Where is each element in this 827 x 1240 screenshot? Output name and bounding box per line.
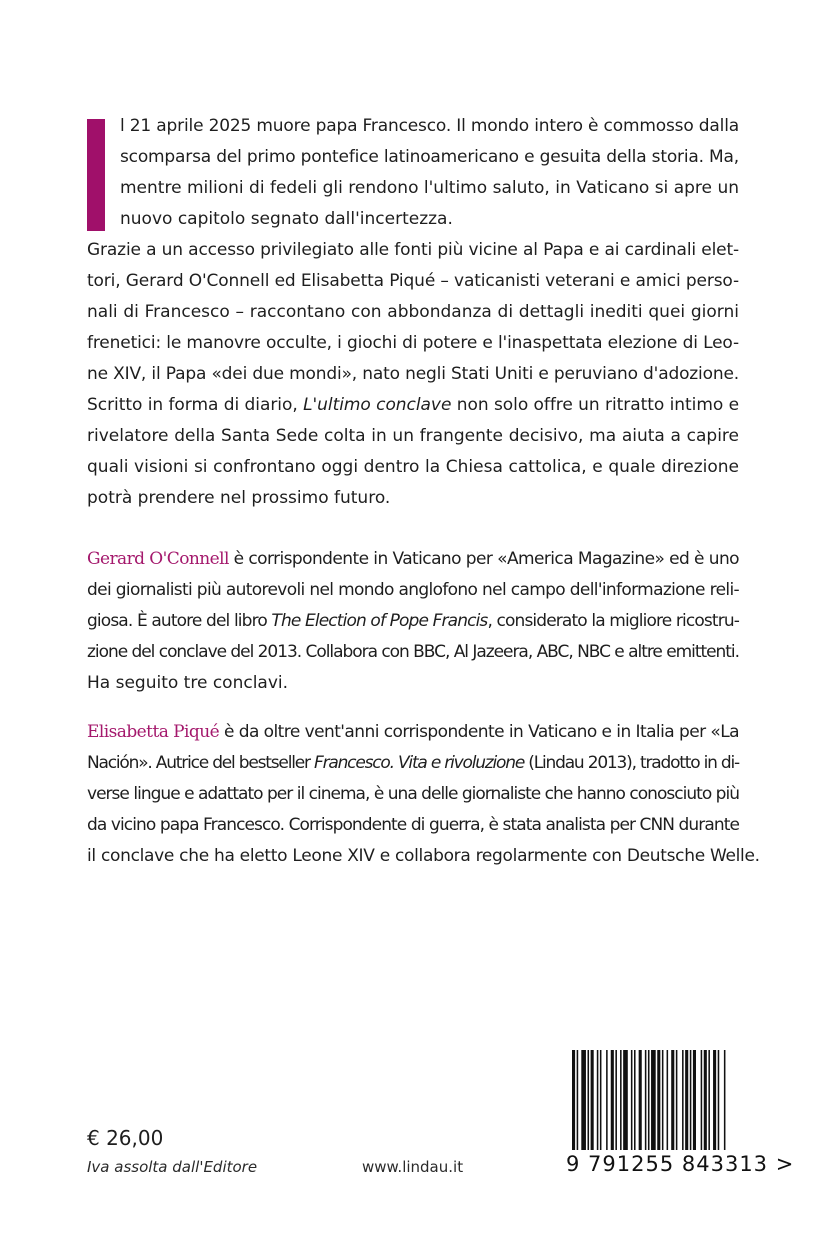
barcode-bar: [631, 1050, 633, 1150]
barcode-bar: [581, 1050, 586, 1150]
barcode-bar: [591, 1050, 594, 1150]
synopsis-line: scomparsa del primo pontefice latinoamericano e gesuita della storia. Ma,: [120, 147, 739, 167]
bio-line: dei giornalisti più autorevoli nel mondo anglofono nel campo dell'informazione reli-: [87, 580, 739, 600]
bio-text: (Lindau 2013), tradotto in di-: [524, 753, 739, 773]
barcode-bar: [685, 1050, 688, 1150]
barcode-bar: [651, 1050, 656, 1150]
barcode-bar: [623, 1050, 628, 1150]
barcode-bar: [713, 1050, 716, 1150]
synopsis-text: Scritto in forma di diario,: [87, 395, 304, 415]
synopsis-text: non solo offre un ritratto intimo e: [451, 395, 739, 415]
synopsis-line: nuovo capitolo segnato dall'incertezza.: [120, 209, 453, 229]
barcode-bar: [577, 1050, 579, 1150]
barcode-bar: [588, 1050, 590, 1150]
book-title-italic: L'ultimo conclave: [303, 395, 452, 415]
bio-text: Nación». Autrice del bestseller: [87, 753, 314, 773]
bio-line: [87, 606, 739, 637]
synopsis-line: ne XIV, il Papa «dei due mondi», nato negli Stati Uniti e peruviano d'adozione.: [87, 364, 739, 384]
synopsis-line: mentre milioni di fedeli gli rendono l'ultimo saluto, in Vaticano si apre un: [120, 178, 739, 198]
synopsis-line: rivelatore della Santa Sede colta in un frangente decisivo, ma aiuta a capire: [87, 426, 739, 446]
bio-line: da vicino papa Francesco. Corrispondente di guerra, è stata analista per CNN durante: [87, 815, 739, 835]
barcode-bar: [690, 1050, 692, 1150]
barcode-bar: [667, 1050, 669, 1150]
barcode-bar: [708, 1050, 710, 1150]
barcode-bar: [704, 1050, 707, 1150]
synopsis-line: tori, Gerard O'Connell ed Elisabetta Piqué – vaticanisti veterani e amici perso-: [87, 271, 739, 291]
barcode-bar: [639, 1050, 642, 1150]
barcode-bar: [718, 1050, 720, 1150]
barcode-bar: [620, 1050, 622, 1150]
barcode-bar: [693, 1050, 696, 1150]
bio-text: è corrispondente in Vaticano per «America Magazine» ed è uno: [228, 549, 739, 569]
synopsis: [87, 111, 739, 514]
bio-text: , considerato la migliore ricostru-: [487, 611, 740, 631]
barcode-bar: [600, 1050, 602, 1150]
isbn-barcode: [566, 1050, 795, 1184]
book-title-italic: Francesco. Vita e rivoluzione: [314, 753, 525, 773]
barcode-bar: [572, 1050, 575, 1150]
barcode-bar: [611, 1050, 614, 1150]
bio-line: [87, 748, 739, 779]
barcode-bar: [676, 1050, 678, 1150]
author-name: Gerard O'Connell: [87, 549, 229, 569]
synopsis-line: [87, 390, 739, 421]
bio-line: [87, 544, 739, 575]
bio-text: giosa. È autore del libro: [87, 611, 272, 631]
synopsis-line: frenetici: le manovre occulte, i giochi di potere e l'inaspettata elezione di Leo-: [87, 333, 739, 353]
barcode-bar: [682, 1050, 684, 1150]
book-title-italic: The Election of Pope Francis: [271, 611, 488, 631]
bio-text: è da oltre vent'anni corrispondente in Vaticano e in Italia per «La: [219, 722, 739, 742]
barcode-bars: [566, 1050, 744, 1150]
synopsis-line: quali visioni si confrontano oggi dentro la Chiesa cattolica, e quale direzione: [87, 457, 739, 477]
publisher-website: www.lindau.it: [362, 1158, 464, 1176]
synopsis-line: Grazie a un accesso privilegiato alle fonti più vicine al Papa e ai cardinali elet-: [87, 240, 739, 260]
bio-line: il conclave che ha eletto Leone XIV e collabora regolarmente con Deutsche Welle.: [87, 846, 760, 866]
dropcap-i: [87, 119, 105, 231]
bio-line: Ha seguito tre conclavi.: [87, 673, 289, 693]
synopsis-line: l 21 aprile 2025 muore papa Francesco. Il mondo intero è commosso dalla: [120, 116, 739, 136]
barcode-bar: [615, 1050, 617, 1150]
barcode-bar: [634, 1050, 636, 1150]
barcode-bar: [597, 1050, 599, 1150]
price: € 26,00: [87, 1126, 164, 1150]
bio-line: verse lingue e adattato per il cinema, è una delle giornaliste che hanno conosciuto più: [87, 784, 739, 804]
barcode-bar: [724, 1050, 726, 1150]
author-name: Elisabetta Piqué: [87, 722, 220, 742]
author-bio-pique: [87, 717, 760, 872]
barcode-bar: [701, 1050, 703, 1150]
vat-note: Iva assolta dall'Editore: [87, 1158, 258, 1176]
barcode-bar: [671, 1050, 674, 1150]
synopsis-line: potrà prendere nel prossimo futuro.: [87, 488, 391, 508]
barcode-bar: [657, 1050, 660, 1150]
synopsis-line: nali di Francesco – raccontano con abbondanza di dettagli inediti quei giorni: [87, 302, 739, 322]
barcode-bar: [606, 1050, 608, 1150]
bio-line: zione del conclave del 2013. Collabora con BBC, Al Jazeera, ABC, NBC e altre emittenti.: [87, 642, 739, 662]
bio-line: [87, 717, 739, 748]
barcode-bar: [648, 1050, 650, 1150]
author-bio-oconnell: [87, 544, 739, 699]
barcode-bar: [662, 1050, 664, 1150]
barcode-bar: [645, 1050, 647, 1150]
isbn-digits: 9 791255 843313 >: [566, 1152, 795, 1176]
